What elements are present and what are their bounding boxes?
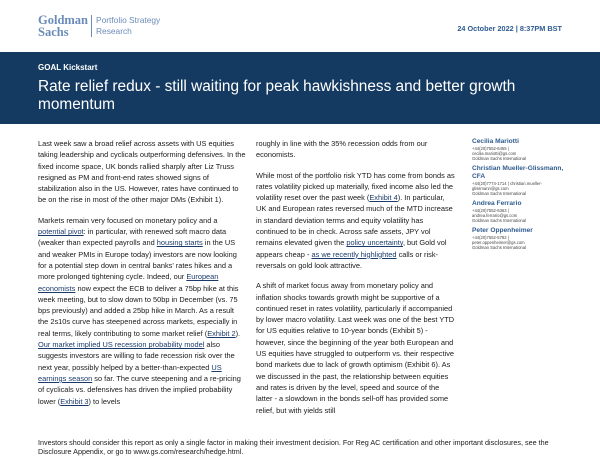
author-affiliation: Goldman Sachs International (472, 191, 527, 196)
author-phone: +44(20)7552-5782 | (472, 235, 509, 240)
product-line-2: Research (96, 25, 132, 36)
text: in the US and weaker PMIs in Europe today) investors are now looking for a potential step down in central banks' rates hikes and a more prolonged tightening cycle. Indeed, our (38, 238, 237, 282)
author-name: Peter Oppenheimer (472, 227, 533, 234)
author-email[interactable]: glissmann@gs.com (472, 186, 509, 191)
author-affiliation: Goldman Sachs International (472, 156, 527, 161)
link-earnings-season[interactable]: US earnings season (38, 362, 222, 383)
paragraph: roughly in line with the 35% recession odds from our economists. (256, 139, 428, 160)
report-date: 24 October 2022 | 8:37PM BST (457, 24, 562, 33)
paragraph (38, 215, 246, 407)
author-name: Andrea Ferrario (472, 200, 522, 207)
text: calls or risk-reversals on gold look attractive. (256, 249, 438, 270)
product-name (96, 15, 160, 36)
logo-divider (91, 15, 92, 37)
link-housing-starts[interactable]: housing starts (156, 238, 203, 248)
author-name: Cecilia Mariotti (472, 138, 519, 145)
text: ). In particular, UK and European rates reversed much of the MTD increase in standard deviation terms and equity volatility has continued to be in check. Across safe assets, JPY vol remains elevated given the (256, 193, 453, 248)
report-title: Rate relief redux - still waiting for peak hawkishness and better growth momentum (38, 78, 516, 113)
body-column-2 (256, 138, 456, 425)
logo-line-1: Goldman (38, 13, 89, 27)
text: Markets remain very focused on monetary policy and a (38, 215, 218, 225)
author-card (472, 165, 572, 196)
author-email[interactable]: cecilia.mariotti@gs.com (472, 151, 517, 156)
author-card (472, 200, 572, 223)
report-kicker: GOAL Kickstart (38, 63, 98, 72)
text: While most of the portfolio risk YTD has come from bonds as rates volatility picked up materially, fixed income also led the volatility reset over the past week ( (256, 170, 455, 203)
report-header (0, 0, 600, 52)
author-affiliation: Goldman Sachs International (472, 218, 527, 223)
body-column-1 (38, 138, 246, 416)
text: so far. The curve steepening and a re-pricing of cyclicals vs. defensives has driven the implied probability lower ( (38, 373, 241, 406)
author-card (472, 138, 572, 161)
product-line-1: Portfolio Strategy (96, 15, 161, 25)
author-email[interactable]: andrea.ferrario@gs.com (472, 213, 518, 218)
author-email[interactable]: peter.oppenheimer@gs.com (472, 240, 525, 245)
link-recession-model[interactable]: Our market implied US recession probability model (38, 340, 205, 350)
logo-line-2: Sachs (38, 25, 69, 39)
text: now expect the ECB to deliver a 75bp hike at this week meeting, but to slow down to 50bp in December (vs. 75 bps previously) and added a 25bp hike in March. As a result the 2s10s curve has steepened across markets, especially in real terms, likely contributing to some market relief ( (38, 283, 239, 338)
author-phone: +44(20)7552-6455 | (472, 146, 509, 151)
paragraph: A shift of market focus away from monetary policy and inflation shocks towards growth might be supportive of a continued reset in rates volatility, particularly if accompanied by lower macro volatility. Last week was one of the best YTD for US equities relative to 10-year bonds (Exhibit 5) - however, since the beginning of the year both European and US equities have struggled to outperform vs. their respective bond markets due to lack of growth optimism (Exhibit 6). As we discussed in the past, the relationship between equities and rates is driven by the level, speed and source of the latter - a slowdown in the bonds sell-off has provided some relief, but with yields still (256, 281, 455, 415)
paragraph (256, 170, 456, 272)
author-name: Christian Mueller-Glissmann, CFA (472, 165, 564, 180)
text: ) to levels (88, 396, 121, 406)
link-policy-uncertainty[interactable]: policy uncertainty (346, 238, 403, 248)
link-european-economists[interactable]: European economists (38, 272, 219, 293)
text: ). (235, 328, 241, 338)
goldman-sachs-logo (38, 14, 88, 38)
author-phone: +44(20)7552-6363 | (472, 208, 509, 213)
link-recently-highlighted[interactable]: as we recently highlighted (311, 249, 397, 259)
text: : in particular, with renewed soft macro data (weaker than expected payrolls and (38, 227, 227, 248)
link-potential-pivot[interactable]: potential pivot (38, 227, 84, 237)
link-exhibit-4[interactable]: Exhibit 4 (369, 193, 398, 203)
disclosure-footer: Investors should consider this report as only a single factor in making their investment decision. For Reg AC certification and other important disclosures, see the Disclosure Appendix, or go to www.gs.com/research/hedge.html. (38, 438, 549, 456)
paragraph: Last week saw a broad relief across assets with US equities taking leadership and cyclicals outperforming defensives. In the fixed income space, UK bonds rallied sharply after Liz Truss resigned as PM and front-end rates showed signs of stabilization also in the US. However, rates have continued to be on the rise in most of the other major DMs (Exhibit 1). (38, 139, 246, 205)
text: also suggests investors are willing to fade recession risk over the next year, possibly helped by a better-than-expected (38, 340, 235, 372)
author-list (472, 138, 572, 254)
text: , but Gold vol appears cheap - (256, 238, 447, 259)
author-card (472, 227, 572, 250)
author-phone: +44(20)7774-1714 | christian.mueller- (472, 181, 542, 186)
author-affiliation: Goldman Sachs International (472, 245, 527, 250)
link-exhibit-3[interactable]: Exhibit 3 (60, 396, 89, 406)
link-exhibit-2[interactable]: Exhibit 2 (207, 328, 236, 338)
